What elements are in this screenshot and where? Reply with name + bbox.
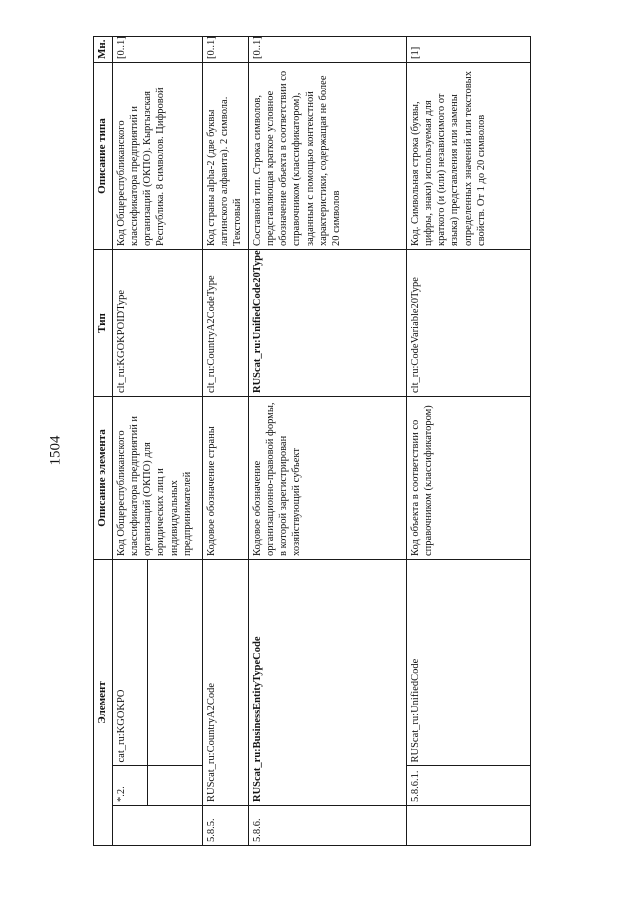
- row-element-description: Код объекта в соответствии со справочником (классификатором): [407, 397, 531, 560]
- header-multiplicity: Мн.: [94, 37, 113, 63]
- table-row: [249, 37, 407, 846]
- header-element: Элемент: [94, 560, 113, 846]
- page-number: 1504: [47, 435, 64, 466]
- table-row: [113, 37, 203, 846]
- table-row: [407, 37, 531, 846]
- header-type: Тип: [94, 250, 113, 397]
- row-number: 5.8.6.: [249, 806, 407, 846]
- row-number: *.2.: [113, 766, 148, 805]
- row-element-cell: [407, 560, 531, 806]
- row-element-description: Кодовое обозначение организационно-правовой формы, в которой зарегистрирован хозяйствующий субъект: [249, 397, 407, 560]
- row-type-description: Код страны alpha-2 (две буквы латинского алфавита). 2 символа. Текстовый: [203, 63, 249, 250]
- row-type-description: Составной тип. Строка символов, представляющая краткое условное обозначение объекта в соответствии со справочником (классификатором), заданным с помощью контекстной характеристики, содержащая не более 20 символов: [249, 63, 407, 250]
- row-multiplicity: [0..1]: [113, 37, 203, 63]
- row-element-name: RUScat_ru:CountryA2Code: [203, 560, 249, 806]
- row-element-name: cat_ru:KGOKPO: [113, 560, 148, 766]
- elements-table: [93, 36, 531, 846]
- table-header-row: [94, 37, 113, 846]
- row-type: clt_ru:CountryA2CodeType: [203, 250, 249, 397]
- document-table-rotated: [93, 37, 531, 846]
- row-element-cell: [113, 560, 203, 806]
- header-type-description: Описание типа: [94, 63, 113, 250]
- row-indent-cell: [407, 806, 531, 846]
- row-multiplicity: [0..1]: [249, 37, 407, 63]
- row-number: 5.8.6.1.: [407, 766, 530, 805]
- row-indent-cell: [113, 806, 203, 846]
- row-element-name: RUScat_ru:UnifiedCode: [410, 658, 421, 763]
- row-element-description: Код Общереспубликанского классификатора предприятий и организаций (ОКПО) для юридических лиц и индивидуальных предпринимателей: [113, 397, 203, 560]
- row-type: RUScat_ru:UnifiedCode20Type: [249, 250, 407, 397]
- row-type-description: Код Общереспубликанского классификатора предприятий и организаций (ОКПО). Кыргызская Республика. 8 символов. Цифровой: [113, 63, 203, 250]
- row-type: clt_ru:KGOKPOIDType: [113, 250, 203, 397]
- header-element-description: Описание элемента: [94, 397, 113, 560]
- row-multiplicity: [0..1]: [203, 37, 249, 63]
- row-element-name: RUScat_ru:BusinessEntityTypeCode: [249, 560, 407, 806]
- table-row: [203, 37, 249, 846]
- row-type-description: Код. Символьная строка (буквы, цифры, знаки) используемая для краткого (и (или) независимого от языка) представления или замены определенных значений или текстовых свойств. От 1 до 20 символов: [407, 63, 531, 250]
- row-type: clt_ru:CodeVariable20Type: [407, 250, 531, 397]
- row-multiplicity: [1]: [407, 37, 531, 63]
- row-element-description: Кодовое обозначение страны: [203, 397, 249, 560]
- row-number: 5.8.5.: [203, 806, 249, 846]
